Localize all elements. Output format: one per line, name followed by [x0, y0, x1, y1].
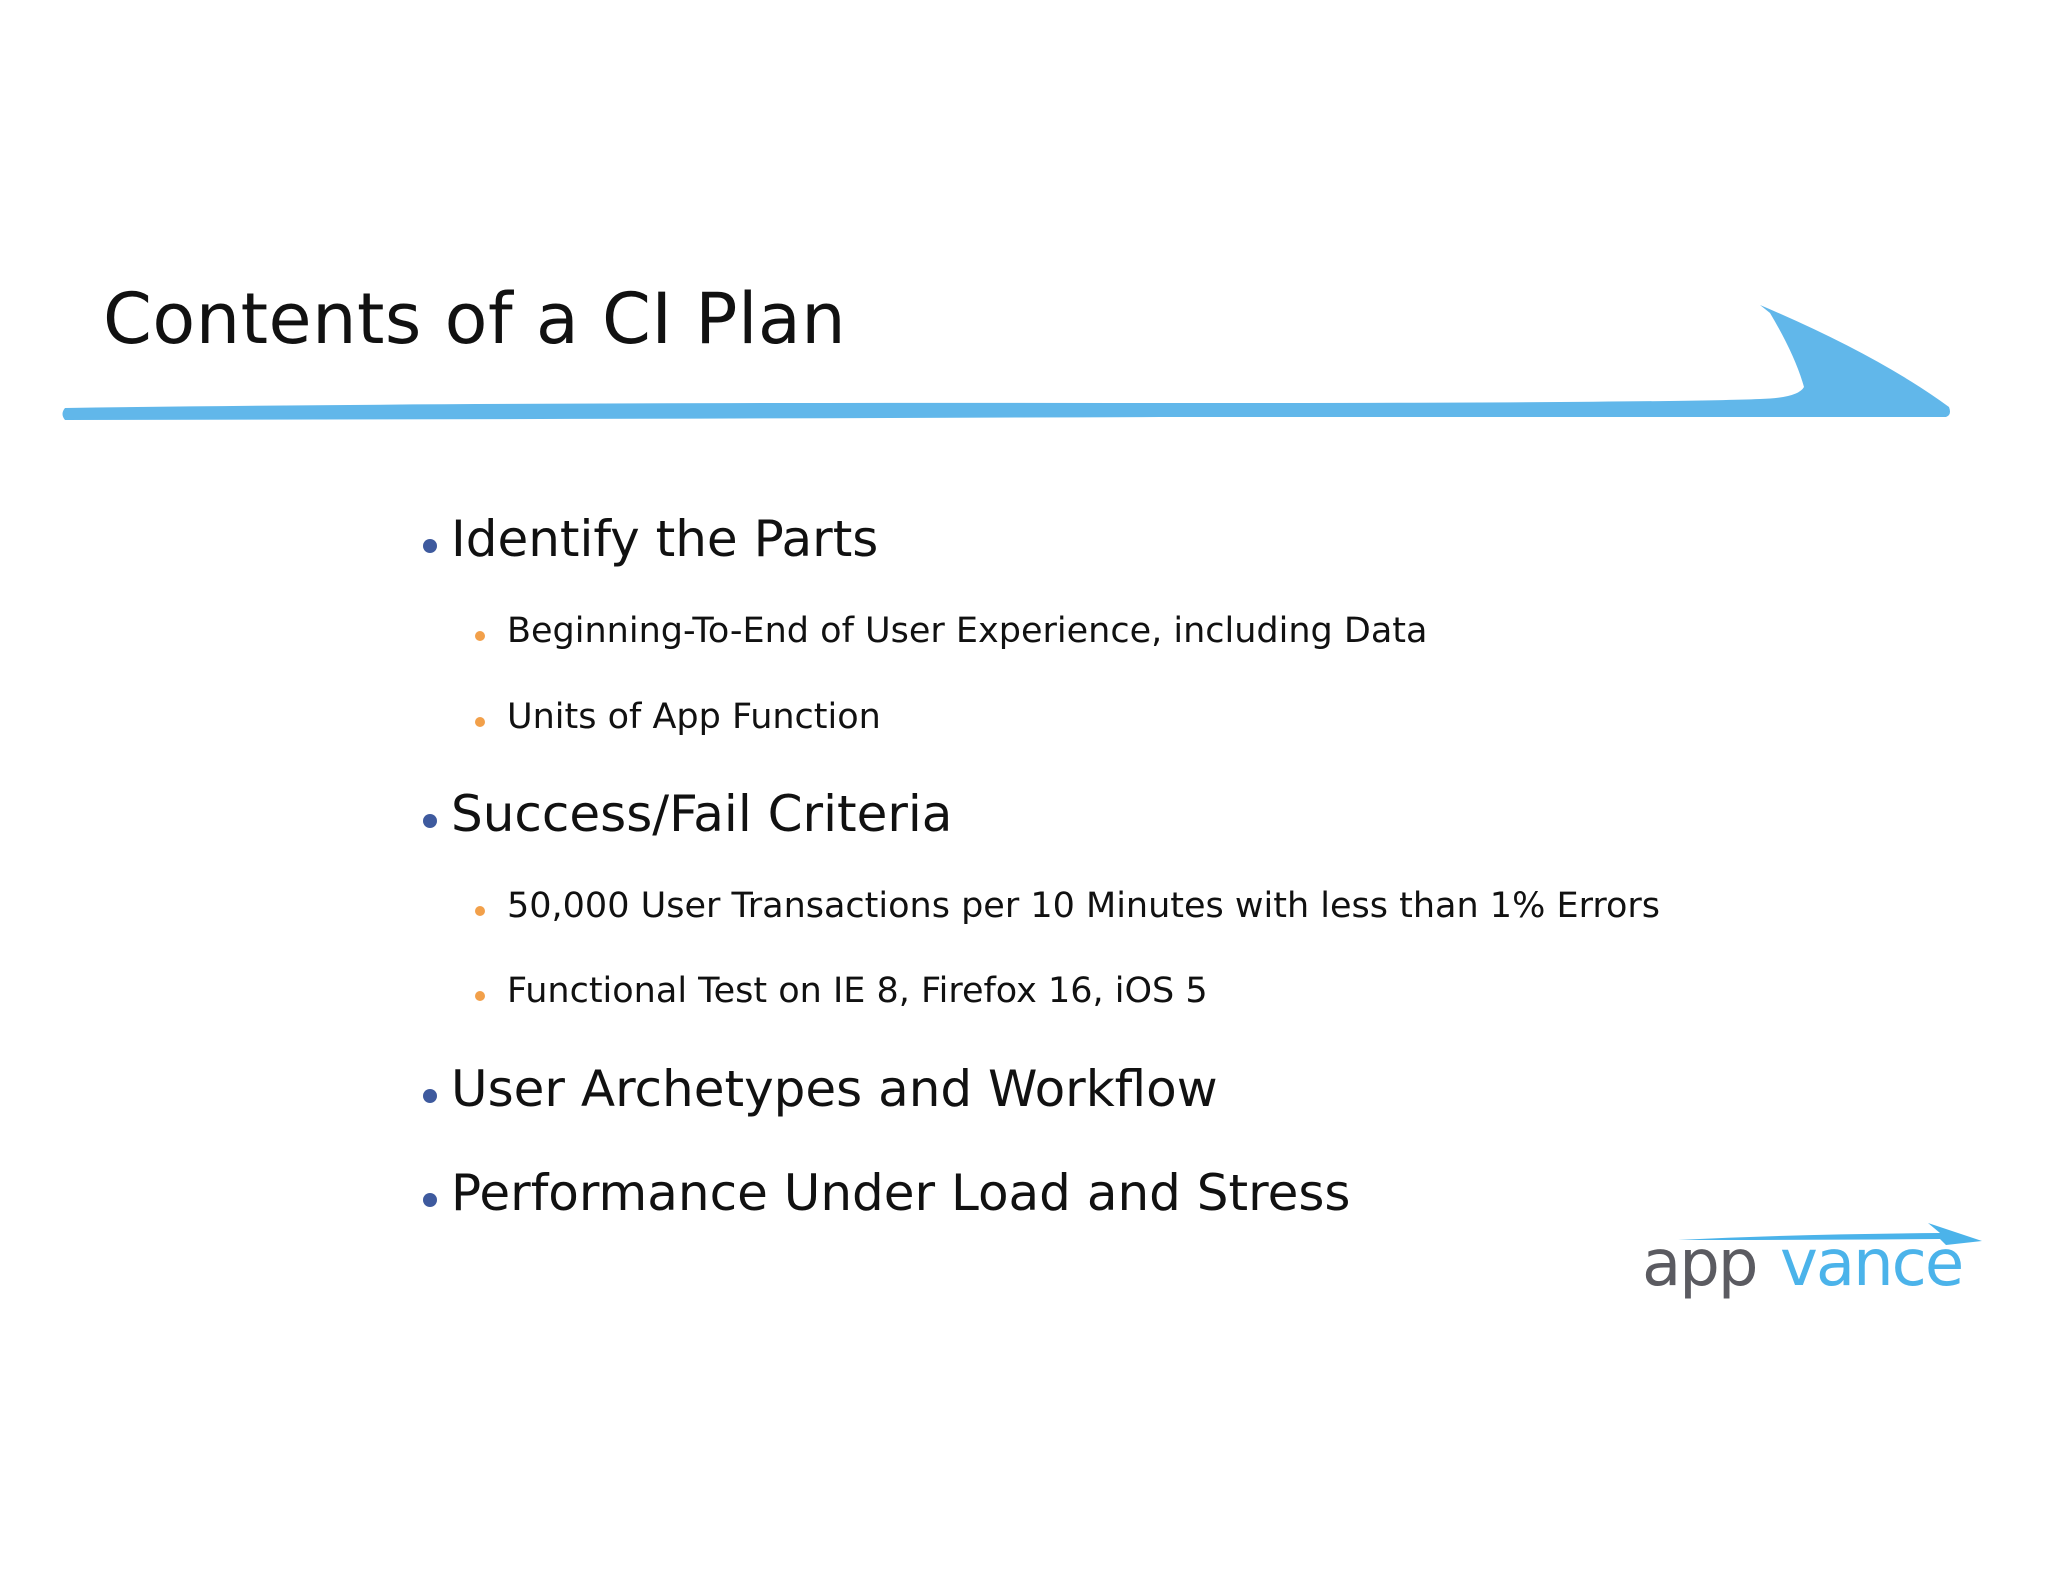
bullet-text: User Archetypes and Workflow: [451, 1060, 1218, 1118]
bullet-text: Success/Fail Criteria: [451, 785, 953, 843]
bullet-icon: [423, 1193, 437, 1207]
subbullet-item-units-app-function: [507, 697, 881, 737]
bullet-item-success-fail: [451, 785, 953, 843]
bullet-item-identify-parts: [451, 510, 879, 568]
bullet-item-user-archetypes: [451, 1060, 1218, 1118]
subbullet-icon: [475, 717, 485, 727]
slide-title: Contents of a CI Plan: [103, 278, 847, 360]
subbullet-icon: [475, 991, 485, 1001]
bullet-icon: [423, 1089, 437, 1103]
subbullet-text: Functional Test on IE 8, Firefox 16, iOS 5: [507, 971, 1208, 1011]
subbullet-item-functional-test: [507, 971, 1208, 1011]
subbullet-item-transactions: [507, 886, 1661, 926]
bullet-item-performance: [451, 1164, 1351, 1222]
logo-wordmark-vance: vance: [1780, 1227, 1963, 1301]
bullet-icon: [423, 814, 437, 828]
appvance-logo: [1640, 1218, 1985, 1310]
bullet-icon: [423, 539, 437, 553]
subbullet-icon: [475, 631, 485, 641]
subbullet-text: Beginning-To-End of User Experience, including Data: [507, 611, 1428, 651]
bullet-text: Performance Under Load and Stress: [451, 1164, 1351, 1222]
subbullet-item-user-experience: [507, 611, 1428, 651]
subbullet-icon: [475, 906, 485, 916]
subbullet-text: Units of App Function: [507, 697, 881, 737]
subbullet-text: 50,000 User Transactions per 10 Minutes with less than 1% Errors: [507, 886, 1661, 926]
bullet-text: Identify the Parts: [451, 510, 879, 568]
logo-wordmark-app: app: [1642, 1227, 1757, 1301]
